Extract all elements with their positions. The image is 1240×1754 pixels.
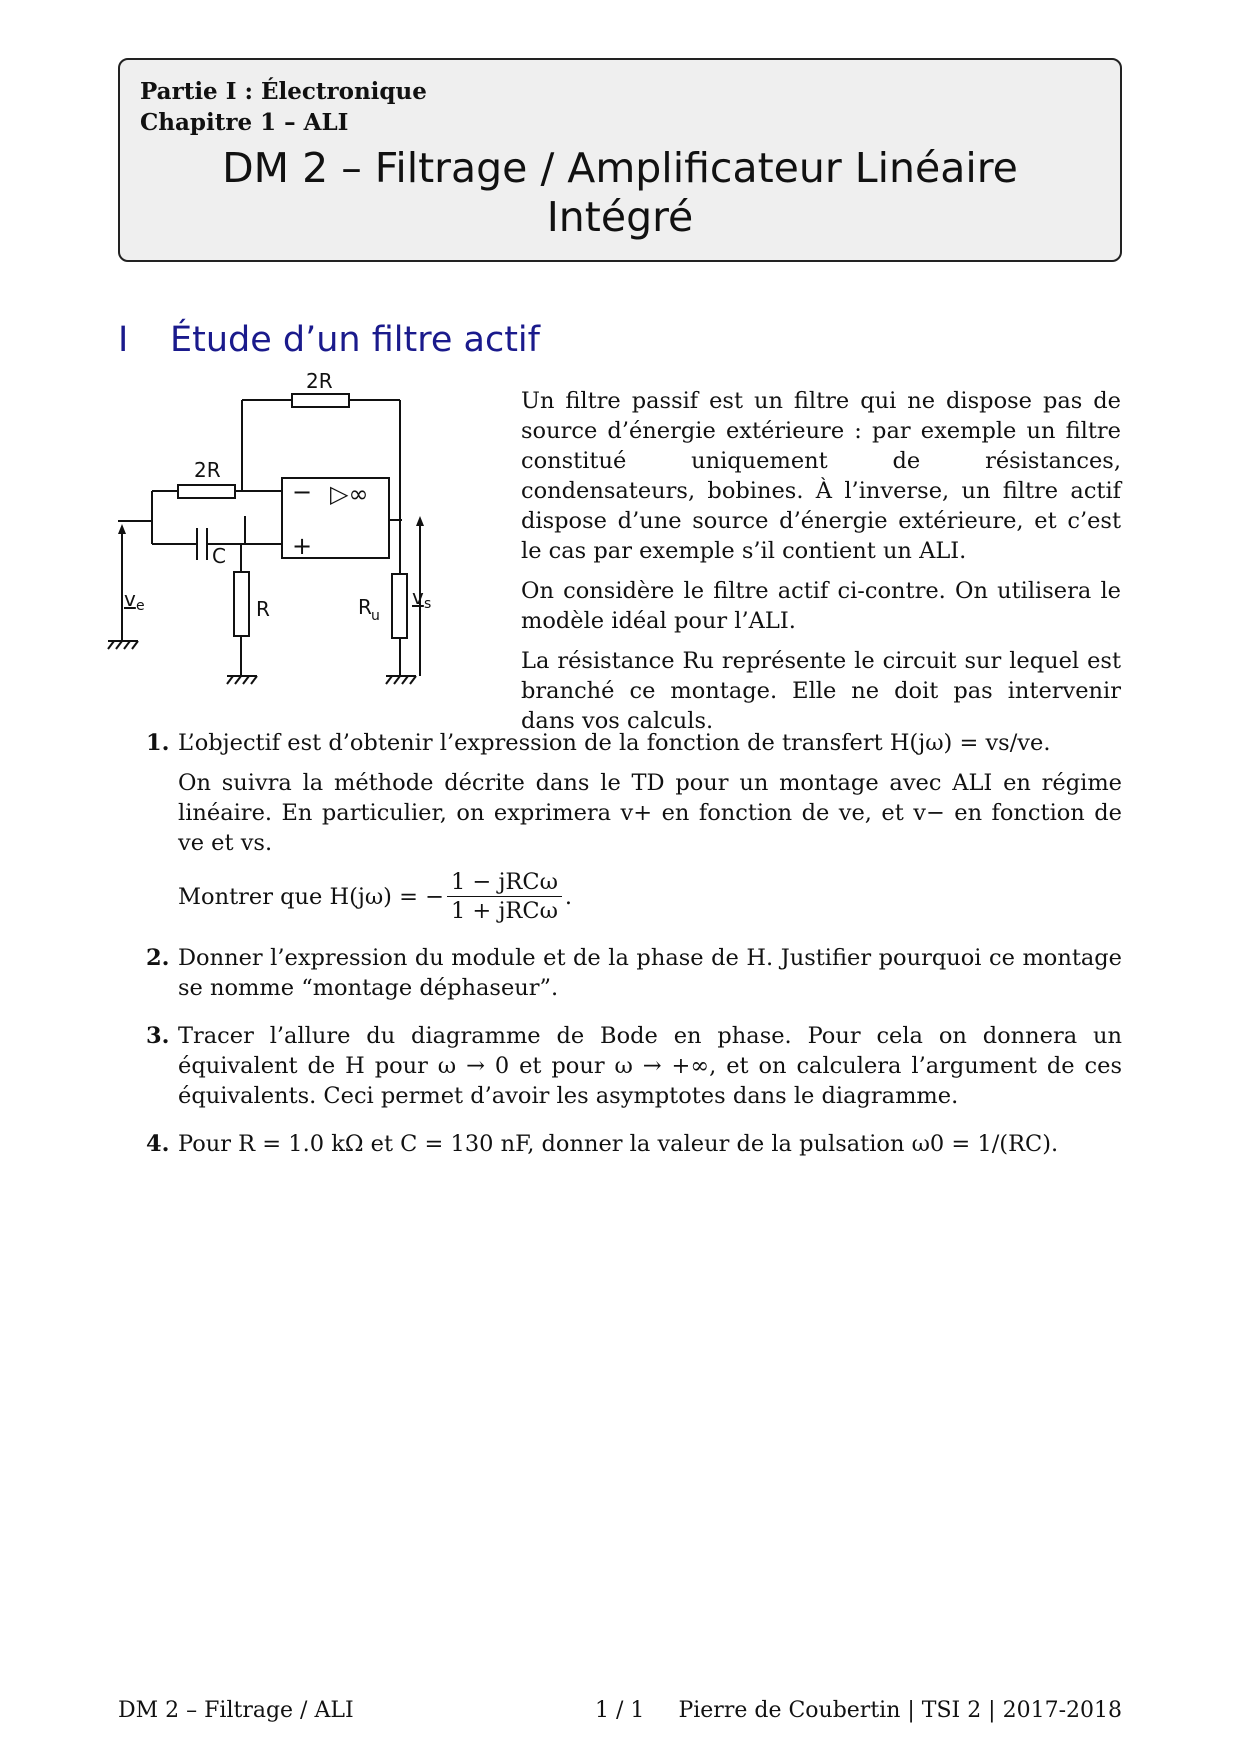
part-label: Partie I : Électronique [140,78,427,105]
footer-right: Pierre de Coubertin | TSI 2 | 2017-2018 [678,1698,1122,1723]
paragraph-2: On considère le filtre actif ci-contre. On utilisera le modèle idéal pour l’ALI. [521,578,1121,634]
formula-prefix: Montrer que H(jω) = − [178,883,444,910]
question-1-line-1: L’objectif est d’obtenir l’expression de la fonction de transfert H(jω) = vs/ve. [178,730,1051,756]
question-4-text: Pour R = 1.0 kΩ et C = 130 nF, donner la valeur de la pulsation ω0 = 1/(RC). [178,1131,1059,1157]
header-box [118,58,1122,262]
question-number: 1. [146,730,170,756]
section-number: I [118,320,129,360]
intro-text [521,386,1121,746]
question-1-line-2: On suivra la méthode décrite dans le TD pour un montage avec ALI en régime linéaire. En particulier, on exprimera v+ en fonction de ve, et v− en fonction de ve et vs. [178,770,1122,856]
label-ru: R [358,595,372,619]
resistor-2r-left [178,485,235,498]
formula-denominator: 1 + jRCω [450,898,558,924]
chapter-label: Chapitre 1 – ALI [140,109,349,136]
label-vs-sub: s [424,596,432,612]
title-line-1: DM 2 – Filtrage / Amplificateur Linéaire [222,144,1018,192]
label-ve: v [124,587,136,611]
question-number: 3. [146,1023,170,1049]
vs-arrow-head [416,516,424,526]
question-1 [140,728,1122,925]
section-title-text: Étude d’un filtre actif [170,320,540,360]
resistor-ru [392,574,407,638]
formula-fraction [447,868,562,925]
label-2r-left: 2R [194,458,221,482]
ali-plus: + [292,532,313,560]
footer-left: DM 2 – Filtrage / ALI [118,1698,354,1723]
formula-numerator: 1 − jRCω [447,868,562,897]
question-3 [140,1021,1122,1111]
label-ru-sub: u [371,608,380,624]
ve-arrow-head [118,524,126,534]
circuit-diagram [112,369,512,698]
question-2 [140,943,1122,1003]
section-heading [118,320,540,360]
label-ve-sub: e [136,598,145,614]
page-number: 1 / 1 [595,1698,645,1723]
question-2-text: Donner l’expression du module et de la phase de H. Justifier pourquoi ce montage se nomme “montage déphaseur”. [178,945,1122,1001]
paragraph-3: La résistance Ru représente le circuit sur lequel est branché ce montage. Elle ne doit pas intervenir dans vos calculs. [521,648,1121,734]
question-list [140,728,1122,1177]
label-r: R [256,597,270,621]
title-line-2: Intégré [546,193,694,241]
label-2r-top: 2R [306,369,333,393]
question-4 [140,1129,1122,1159]
page-title [120,144,1120,242]
resistor-r [234,572,249,636]
label-vs: v [412,585,424,609]
transfer-function-formula [178,868,1122,925]
label-c: C [212,544,226,568]
question-3-text: Tracer l’allure du diagramme de Bode en phase. Pour cela on donnera un équivalent de H pour ω → 0 et pour ω → +∞, et on calculera l’argument de ces équivalents. Ceci permet d’avoir les asymptotes dans le diagramme. [178,1023,1122,1109]
ali-symbol: ▷∞ [330,480,369,508]
resistor-2r-top [292,394,349,407]
question-number: 2. [146,945,170,971]
paragraph-1: Un filtre passif est un filtre qui ne dispose pas de source d’énergie extérieure : par exemple un filtre constitué uniquement de résistances, condensateurs, bobines. À l’inverse, un filtre actif dispose d’une source d’énergie extérieure, et c’est le cas par exemple s’il contient un ALI. [521,388,1121,564]
ali-minus: − [292,478,313,506]
question-number: 4. [146,1131,170,1157]
formula-suffix: . [564,883,573,910]
